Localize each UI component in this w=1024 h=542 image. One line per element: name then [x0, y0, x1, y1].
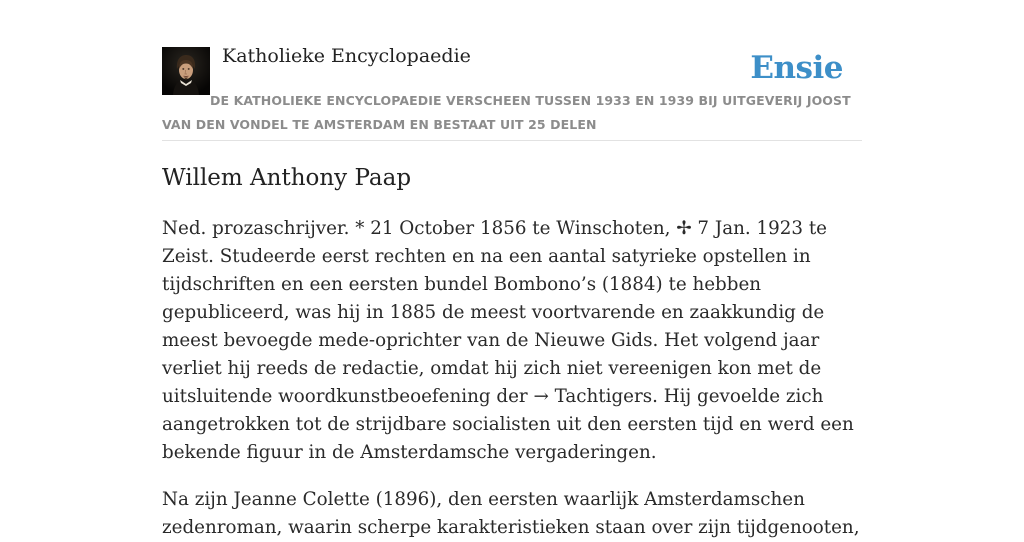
brand-logo[interactable]: Ensie — [750, 50, 843, 86]
article-title: Willem Anthony Paap — [162, 165, 412, 191]
article-paragraph: Ned. prozaschrijver. * 21 October 1856 te Winschoten, ✢ 7 Jan. 1923 te Zeist. Studeerde eerst rechten en na een aantal satyrieke opstellen in tijdschriften en een eersten bundel Bombono’s (1884) te hebben gepubliceerd, was hij in 1885 de meest voortvarende en zaakkundig de meest bevoegde mede-oprichter van de Nieuwe Gids. Het volgend jaar verliet hij reeds de redactie, omdat hij zich niet vereenigen kon met de uitsluitende woordkunstbeoefening der → Tachtigers. Hij gevoelde zich aangetrokken tot de strijdbare socialisten uit den eersten tijd en werd een bekende figuur in de Amsterdamsche vergaderingen. — [162, 218, 854, 463]
site-title[interactable]: Katholieke Encyclopaedie — [222, 45, 471, 67]
site-description: DE KATHOLIEKE ENCYCLOPAEDIE VERSCHEEN TUSSEN 1933 EN 1939 BIJ UITGEVERIJ JOOST VAN DEN VONDEL TE AMSTERDAM EN BESTAAT UIT 25 DELEN — [162, 93, 851, 132]
encyclopedia-avatar[interactable] — [162, 47, 210, 95]
article-paragraph: Na zijn Jeanne Colette (1896), den eersten waarlijk Amsterdamschen zedenroman, waarin scherpe karakteristieken staan over zijn tijdgenooten, — [162, 489, 860, 538]
site-header — [162, 0, 862, 141]
article — [162, 162, 862, 542]
